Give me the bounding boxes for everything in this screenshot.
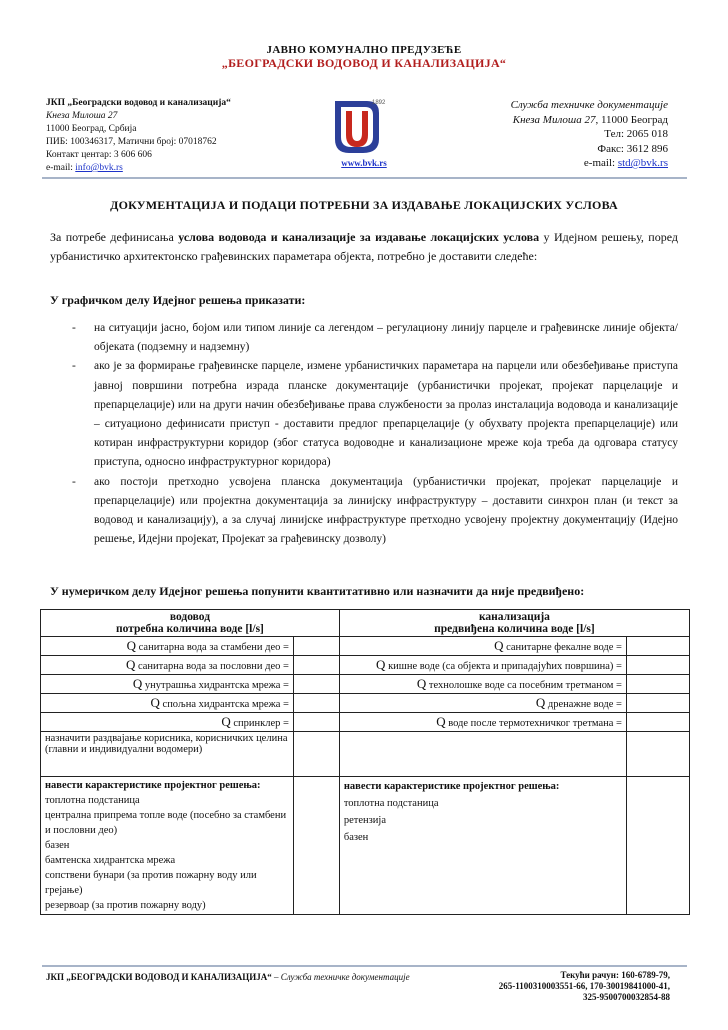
bank-line: 265-1100310003551-66, 170-30019841000-41,: [498, 981, 670, 991]
sewer-label: кишне воде (са објекта и припадајућих површина) =: [385, 661, 622, 672]
bullet-dash: -: [72, 360, 76, 373]
org-type-line: ЈАВНО КОМУНАЛНО ПРЕДУЗЕЋЕ: [266, 44, 462, 56]
q-symbol: Q: [126, 638, 137, 653]
q-symbol: Q: [150, 695, 160, 710]
sewer-value-cell[interactable]: [626, 675, 689, 694]
table-row: [41, 777, 690, 915]
intro-text-c: у Идејном решењу, поред урбанистичко архитектонско грађевинских параметара објекта, потребно је доставити следеће:: [50, 230, 679, 263]
company-contact: Контакт центар: 3 606 606: [46, 150, 152, 160]
water-label-cell: [41, 713, 294, 732]
footer-divider: [42, 965, 687, 967]
list-item: [50, 357, 678, 472]
bullet-dash: -: [72, 322, 76, 334]
water-features-value-cell[interactable]: [293, 777, 339, 915]
water-label-cell: [41, 694, 294, 713]
document-title: ДОКУМЕНТАЦИЈА И ПОДАЦИ ПОТРЕБНИ ЗА ИЗДАВАЊЕ ЛОКАЦИЈСКИХ УСЛОВА: [110, 198, 618, 212]
water-value-cell[interactable]: [293, 637, 339, 656]
sewer-value-cell[interactable]: [626, 713, 689, 732]
sewer-features-cell: [339, 777, 626, 915]
feature-item: бамтенска хидрантска мрежа: [45, 855, 176, 866]
water-value-cell[interactable]: [293, 694, 339, 713]
intro-text-bold: услова водовода и канализације за издавање локацијских услова: [178, 230, 540, 244]
water-label: санитарна вода за стамбени део =: [136, 642, 289, 653]
feature-item: базен: [45, 840, 70, 851]
water-value-cell[interactable]: [293, 656, 339, 675]
table-row: [41, 694, 690, 713]
logo-year: 1892: [372, 100, 386, 106]
company-city: 11000 Београд, Србија: [46, 124, 137, 134]
table-header-row: [41, 610, 690, 637]
sewer-title: канализација: [478, 611, 550, 623]
feature-item: ретензија: [343, 815, 386, 826]
sewer-subtitle: предвиђена количина воде [l/s]: [434, 623, 595, 635]
footer-company: ЈКП „БЕОГРАДСКИ ВОДОВОД И КАНАЛИЗАЦИЈА“: [46, 972, 272, 982]
table-row: [41, 637, 690, 656]
water-features-heading: навести карактеристике пројектног решења:: [45, 780, 261, 791]
water-features-cell: [41, 777, 294, 915]
dept-name: Служба техничке документације: [510, 99, 668, 111]
q-symbol: Q: [125, 657, 136, 672]
sewer-value-cell[interactable]: [626, 637, 689, 656]
bullet-text: ако је за формирање грађевинске парцеле, измене урбанистичких параметара на парцели или обезбеђивање приступа јавној површини потребна израда планске документације (урбанистички пројекат, пројекат парцелације и препарцелације) или на други начин обезбеђивање права службености за пролаз инсталација водовода и канализације – ситуационо дефинисати приступ - доставити предлог препарцелације (у обухвату пројекта препарцелације) или котиран инфраструктурни коридор (због статуса водоводне и канализационе мреже која треба да одговара статусу приступа, односно инфраструктурног коридора): [94, 360, 678, 469]
list-item: [50, 319, 678, 357]
feature-item: топлотна подстаница: [45, 795, 140, 806]
sewer-value-cell[interactable]: [626, 656, 689, 675]
q-symbol: Q: [494, 638, 504, 653]
water-label: унутрашња хидрантска мрежа =: [142, 680, 289, 691]
email-label: e-mail:: [583, 157, 618, 169]
dept-address: [511, 113, 668, 128]
list-item: [50, 473, 678, 550]
water-label: спољна хидрантска мрежа =: [159, 699, 289, 710]
footer-left: [46, 972, 410, 982]
intro-paragraph: [50, 228, 678, 265]
sewer-label: технолошке воде са посебним третманом =: [426, 680, 622, 691]
q-symbol: Q: [416, 676, 427, 691]
dept-city: , 11000 Београд: [595, 113, 668, 126]
meter-note-cell: назначити раздвајање корисника, корисничких целина (главни и индивидуални водомери): [41, 732, 294, 777]
dept-email-line: [511, 156, 668, 171]
email-label: e-mail:: [46, 163, 76, 173]
water-label: спринклер =: [230, 718, 289, 729]
water-subtitle: потребна количина воде [l/s]: [115, 623, 264, 635]
feature-item: сопствени бунари (за против пожарну воду или грејање): [45, 870, 257, 896]
sewer-label-cell: [339, 713, 626, 732]
q-symbol: Q: [535, 695, 546, 710]
sewer-label-cell: [339, 694, 626, 713]
dept-fax: Факс: 3612 896: [597, 142, 668, 155]
empty-cell: [626, 732, 689, 777]
water-label-cell: [41, 637, 294, 656]
table-row: [41, 713, 690, 732]
sewer-features-value-cell[interactable]: [626, 777, 689, 915]
website-link[interactable]: www.bvk.rs: [341, 158, 387, 168]
meter-value-cell[interactable]: [293, 732, 339, 777]
q-symbol: Q: [132, 676, 143, 691]
water-label-cell: [41, 656, 294, 675]
water-header: [41, 610, 340, 637]
water-label-cell: [41, 675, 294, 694]
bank-line: 325-9500700032854-88: [583, 992, 670, 1002]
sewer-label: санитарне фекалне воде =: [503, 642, 622, 653]
water-title: водовод: [169, 611, 211, 623]
company-ids: ПИБ: 100346317, Матични број: 07018762: [46, 137, 217, 147]
sewer-label-cell: [339, 675, 626, 694]
sewer-label: воде после термотехничког третмана =: [445, 718, 622, 729]
bank-line: Текући рачун: 160-6789-79,: [560, 970, 670, 980]
q-symbol: Q: [376, 657, 386, 672]
footer-bank-accounts: [499, 970, 670, 1003]
water-value-cell[interactable]: [293, 675, 339, 694]
dept-street: Кнеза Милоша 27: [512, 113, 596, 126]
header-divider: [42, 177, 687, 179]
graphic-section-heading: У графичком делу Идејног решења приказати:: [50, 293, 306, 307]
water-label: санитарна вода за пословни део =: [135, 661, 289, 672]
feature-item: централна припрема топле воде (посебно за стамбени и пословни део): [45, 810, 287, 836]
empty-cell: [339, 732, 626, 777]
bullet-text: ако постоји претходно усвојена планска документација (урбанистички пројекат, пројекат парцелације и препарцелације) или пројектна документација за линијску инфраструктуру – доставити синхрон план (и текст за водовод и канализацију), а за случај линијске инфраструктуре претходно усвојену пројектну документацију (Идејно решење, Идејни пројекат, Пројекат за грађевинску дозволу): [94, 475, 678, 546]
table-row: [41, 675, 690, 694]
intro-text-a: За потребе дефинисања: [50, 230, 179, 244]
std-email-link[interactable]: std@bvk.rs: [617, 157, 668, 169]
sewer-label-cell: [339, 637, 626, 656]
feature-item: топлотна подстаница: [343, 798, 439, 809]
org-name-line: „БЕОГРАДСКИ ВОДОВОД И КАНАЛИЗАЦИЈА“: [221, 56, 507, 70]
feature-item: резервоар (за против пожарну воду): [45, 900, 206, 911]
sewer-header: [339, 610, 689, 637]
footer-dept: – Служба техничке документације: [271, 972, 410, 982]
bullet-list: [50, 319, 678, 549]
q-symbol: Q: [436, 714, 446, 729]
sewer-label: дренажне воде =: [545, 699, 622, 710]
q-symbol: Q: [221, 714, 231, 729]
sewer-value-cell[interactable]: [626, 694, 689, 713]
company-street: Кнеза Милоша 27: [46, 111, 118, 121]
table-row: [41, 732, 690, 777]
company-name: ЈКП „Београдски водовод и канализација“: [46, 98, 231, 108]
header-right-address: [511, 98, 668, 171]
table-row: [41, 656, 690, 675]
water-value-cell[interactable]: [293, 713, 339, 732]
sewer-label-cell: [339, 656, 626, 675]
bvk-logo-icon: [327, 95, 387, 159]
numeric-section-heading: У нумеричком делу Идејног решења попунити квантитативно или назначити да није предвиђено:: [50, 584, 585, 598]
sewer-features-heading: навести карактеристике пројектног решења:: [343, 781, 560, 792]
water-sewer-table: [40, 609, 690, 915]
bullet-text: на ситуацији јасно, бојом или типом линије са легендом – регулациону линију парцеле и грађевинске линије објекта/објеката (подземну и надземну): [94, 322, 678, 354]
feature-item: базен: [343, 832, 369, 843]
info-email-link[interactable]: info@bvk.rs: [75, 163, 123, 173]
bullet-dash: -: [72, 475, 76, 488]
dept-tel: Тел: 2065 018: [604, 128, 668, 140]
